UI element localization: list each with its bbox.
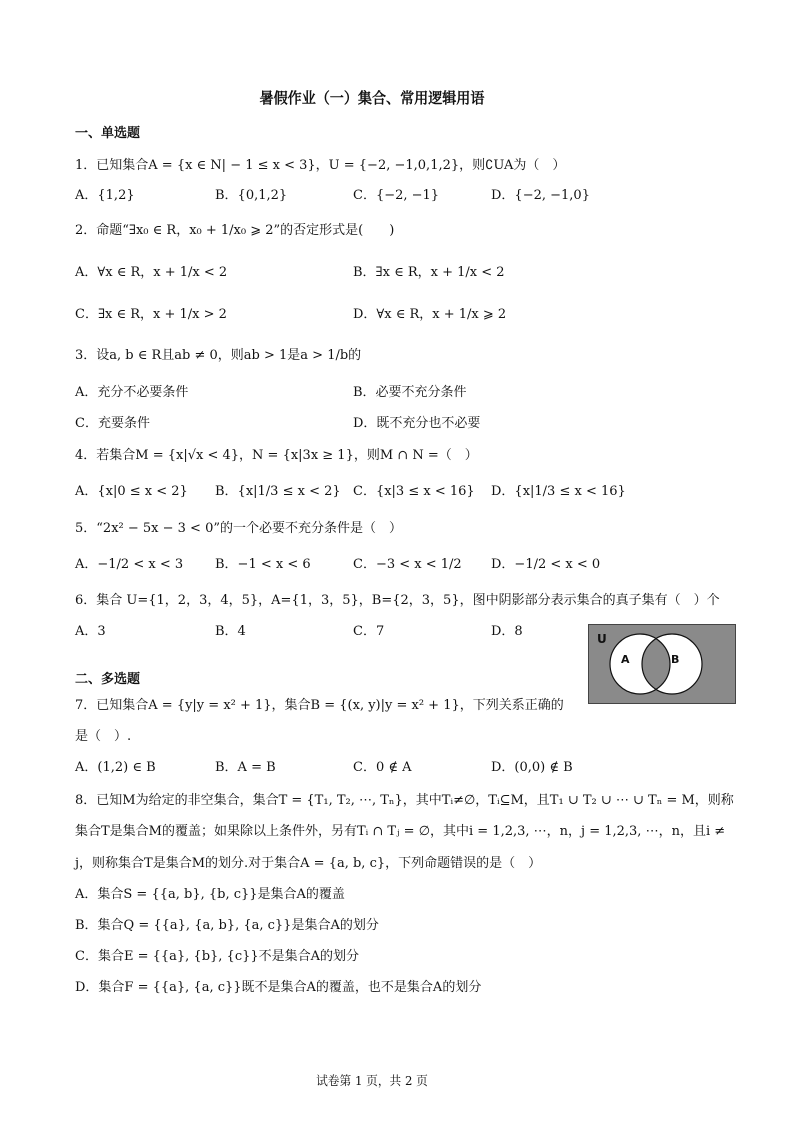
question-8-stem-line2: 集合T是集合M的覆盖；如果除以上条件外，另有Tᵢ ∩ Tⱼ = ∅，其中i = 1,2,3, ⋯，n，j = 1,2,3, ⋯，n，且i ≠ [75, 824, 726, 839]
question-7-option-b[interactable]: B．A = B [215, 760, 276, 775]
question-4-option-d[interactable]: D．{x|1/3 ≤ x < 16} [491, 484, 626, 499]
question-2-stem: 2．命题“∃x₀ ∈ R，x₀ + 1/x₀ ⩾ 2”的否定形式是( ) [75, 223, 395, 238]
question-2-option-a[interactable]: A．∀x ∈ R，x + 1/x < 2 [75, 265, 228, 280]
question-8-stem-line1: 8．已知M为给定的非空集合，集合T = {T₁, T₂, ⋯, Tₙ}，其中Tᵢ≠∅，Tᵢ⊆M，且T₁ ∪ T₂ ∪ ⋯ ∪ Tₙ = M，则称 [75, 793, 734, 808]
question-7-option-c[interactable]: C．0 ∉ A [353, 760, 412, 775]
question-4-option-b[interactable]: B．{x|1/3 ≤ x < 2} [215, 484, 341, 499]
page-footer: 试卷第 1 页，共 2 页 [316, 1073, 428, 1088]
question-5-stem: 5．“2x² − 5x − 3 < 0”的一个必要不充分条件是（ ） [75, 521, 402, 536]
question-8-stem-line3: j，则称集合T是集合M的划分.对于集合A = {a, b, c}，下列命题错误的是（ ） [75, 856, 542, 871]
question-3-option-b[interactable]: B．必要不充分条件 [353, 385, 467, 400]
question-3-option-a[interactable]: A．充分不必要条件 [75, 385, 189, 400]
question-6-option-a[interactable]: A．3 [75, 624, 106, 639]
question-7-stem-line2: 是（ ）. [75, 729, 132, 744]
venn-label-b: B [671, 653, 680, 666]
venn-diagram [588, 624, 736, 704]
page-title: 暑假作业（一）集合、常用逻辑用语 [259, 89, 485, 107]
question-8-option-d[interactable]: D．集合F = {{a}, {a, c}}既不是集合A的覆盖，也不是集合A的划分 [75, 980, 482, 995]
question-5-option-d[interactable]: D．−1/2 < x < 0 [491, 557, 601, 572]
question-3-option-c[interactable]: C．充要条件 [75, 416, 150, 431]
question-6-option-d[interactable]: D．8 [491, 624, 523, 639]
section-single-choice: 一、单选题 [75, 126, 141, 141]
question-6-stem: 6．集合 U={1，2，3，4，5}，A={1，3，5}，B={2，3，5}，图中阴影部分表示集合的真子集有（ ）个 [75, 593, 720, 608]
question-6-option-b[interactable]: B．4 [215, 624, 246, 639]
question-8-option-b[interactable]: B．集合Q = {{a}, {a, b}, {a, c}}是集合A的划分 [75, 918, 379, 933]
question-5-option-b[interactable]: B．−1 < x < 6 [215, 557, 311, 572]
question-5-option-c[interactable]: C．−3 < x < 1/2 [353, 557, 462, 572]
section-multi-choice: 二、多选题 [75, 672, 141, 687]
question-8-option-c[interactable]: C．集合E = {{a}, {b}, {c}}不是集合A的划分 [75, 949, 360, 964]
question-3-option-d[interactable]: D．既不充分也不必要 [353, 416, 481, 431]
question-7-stem-line1: 7．已知集合A = {y|y = x² + 1}，集合B = {(x, y)|y = x² + 1}，下列关系正确的 [75, 698, 564, 713]
question-1-option-d[interactable]: D．{−2, −1,0} [491, 188, 590, 203]
question-8-option-a[interactable]: A．集合S = {{a, b}, {b, c}}是集合A的覆盖 [75, 887, 345, 902]
question-1-option-b[interactable]: B．{0,1,2} [215, 188, 288, 203]
question-1-option-a[interactable]: A．{1,2} [75, 188, 135, 203]
question-2-option-d[interactable]: D．∀x ∈ R，x + 1/x ⩾ 2 [353, 307, 507, 322]
question-2-option-c[interactable]: C．∃x ∈ R，x + 1/x > 2 [75, 307, 227, 322]
question-5-option-a[interactable]: A．−1/2 < x < 3 [75, 557, 184, 572]
question-2-option-b[interactable]: B．∃x ∈ R，x + 1/x < 2 [353, 265, 505, 280]
question-1-stem: 1．已知集合A = {x ∈ N| − 1 ≤ x < 3}，U = {−2, −1,0,1,2}，则∁UA为（ ） [75, 158, 566, 173]
question-7-option-d[interactable]: D．(0,0) ∉ B [491, 760, 573, 775]
question-4-stem: 4．若集合M = {x|√x < 4}，N = {x|3x ≥ 1}，则M ∩ N =（ ） [75, 448, 478, 463]
venn-label-a: A [621, 653, 630, 666]
question-6-option-c[interactable]: C．7 [353, 624, 385, 639]
question-4-option-a[interactable]: A．{x|0 ≤ x < 2} [75, 484, 188, 499]
question-7-option-a[interactable]: A．(1,2) ∈ B [75, 760, 156, 775]
question-1-option-c[interactable]: C．{−2, −1} [353, 188, 440, 203]
question-4-option-c[interactable]: C．{x|3 ≤ x < 16} [353, 484, 475, 499]
question-3-stem: 3．设a, b ∈ R且ab ≠ 0，则ab > 1是a > 1/b的 [75, 348, 362, 363]
venn-label-u: U [597, 632, 607, 646]
